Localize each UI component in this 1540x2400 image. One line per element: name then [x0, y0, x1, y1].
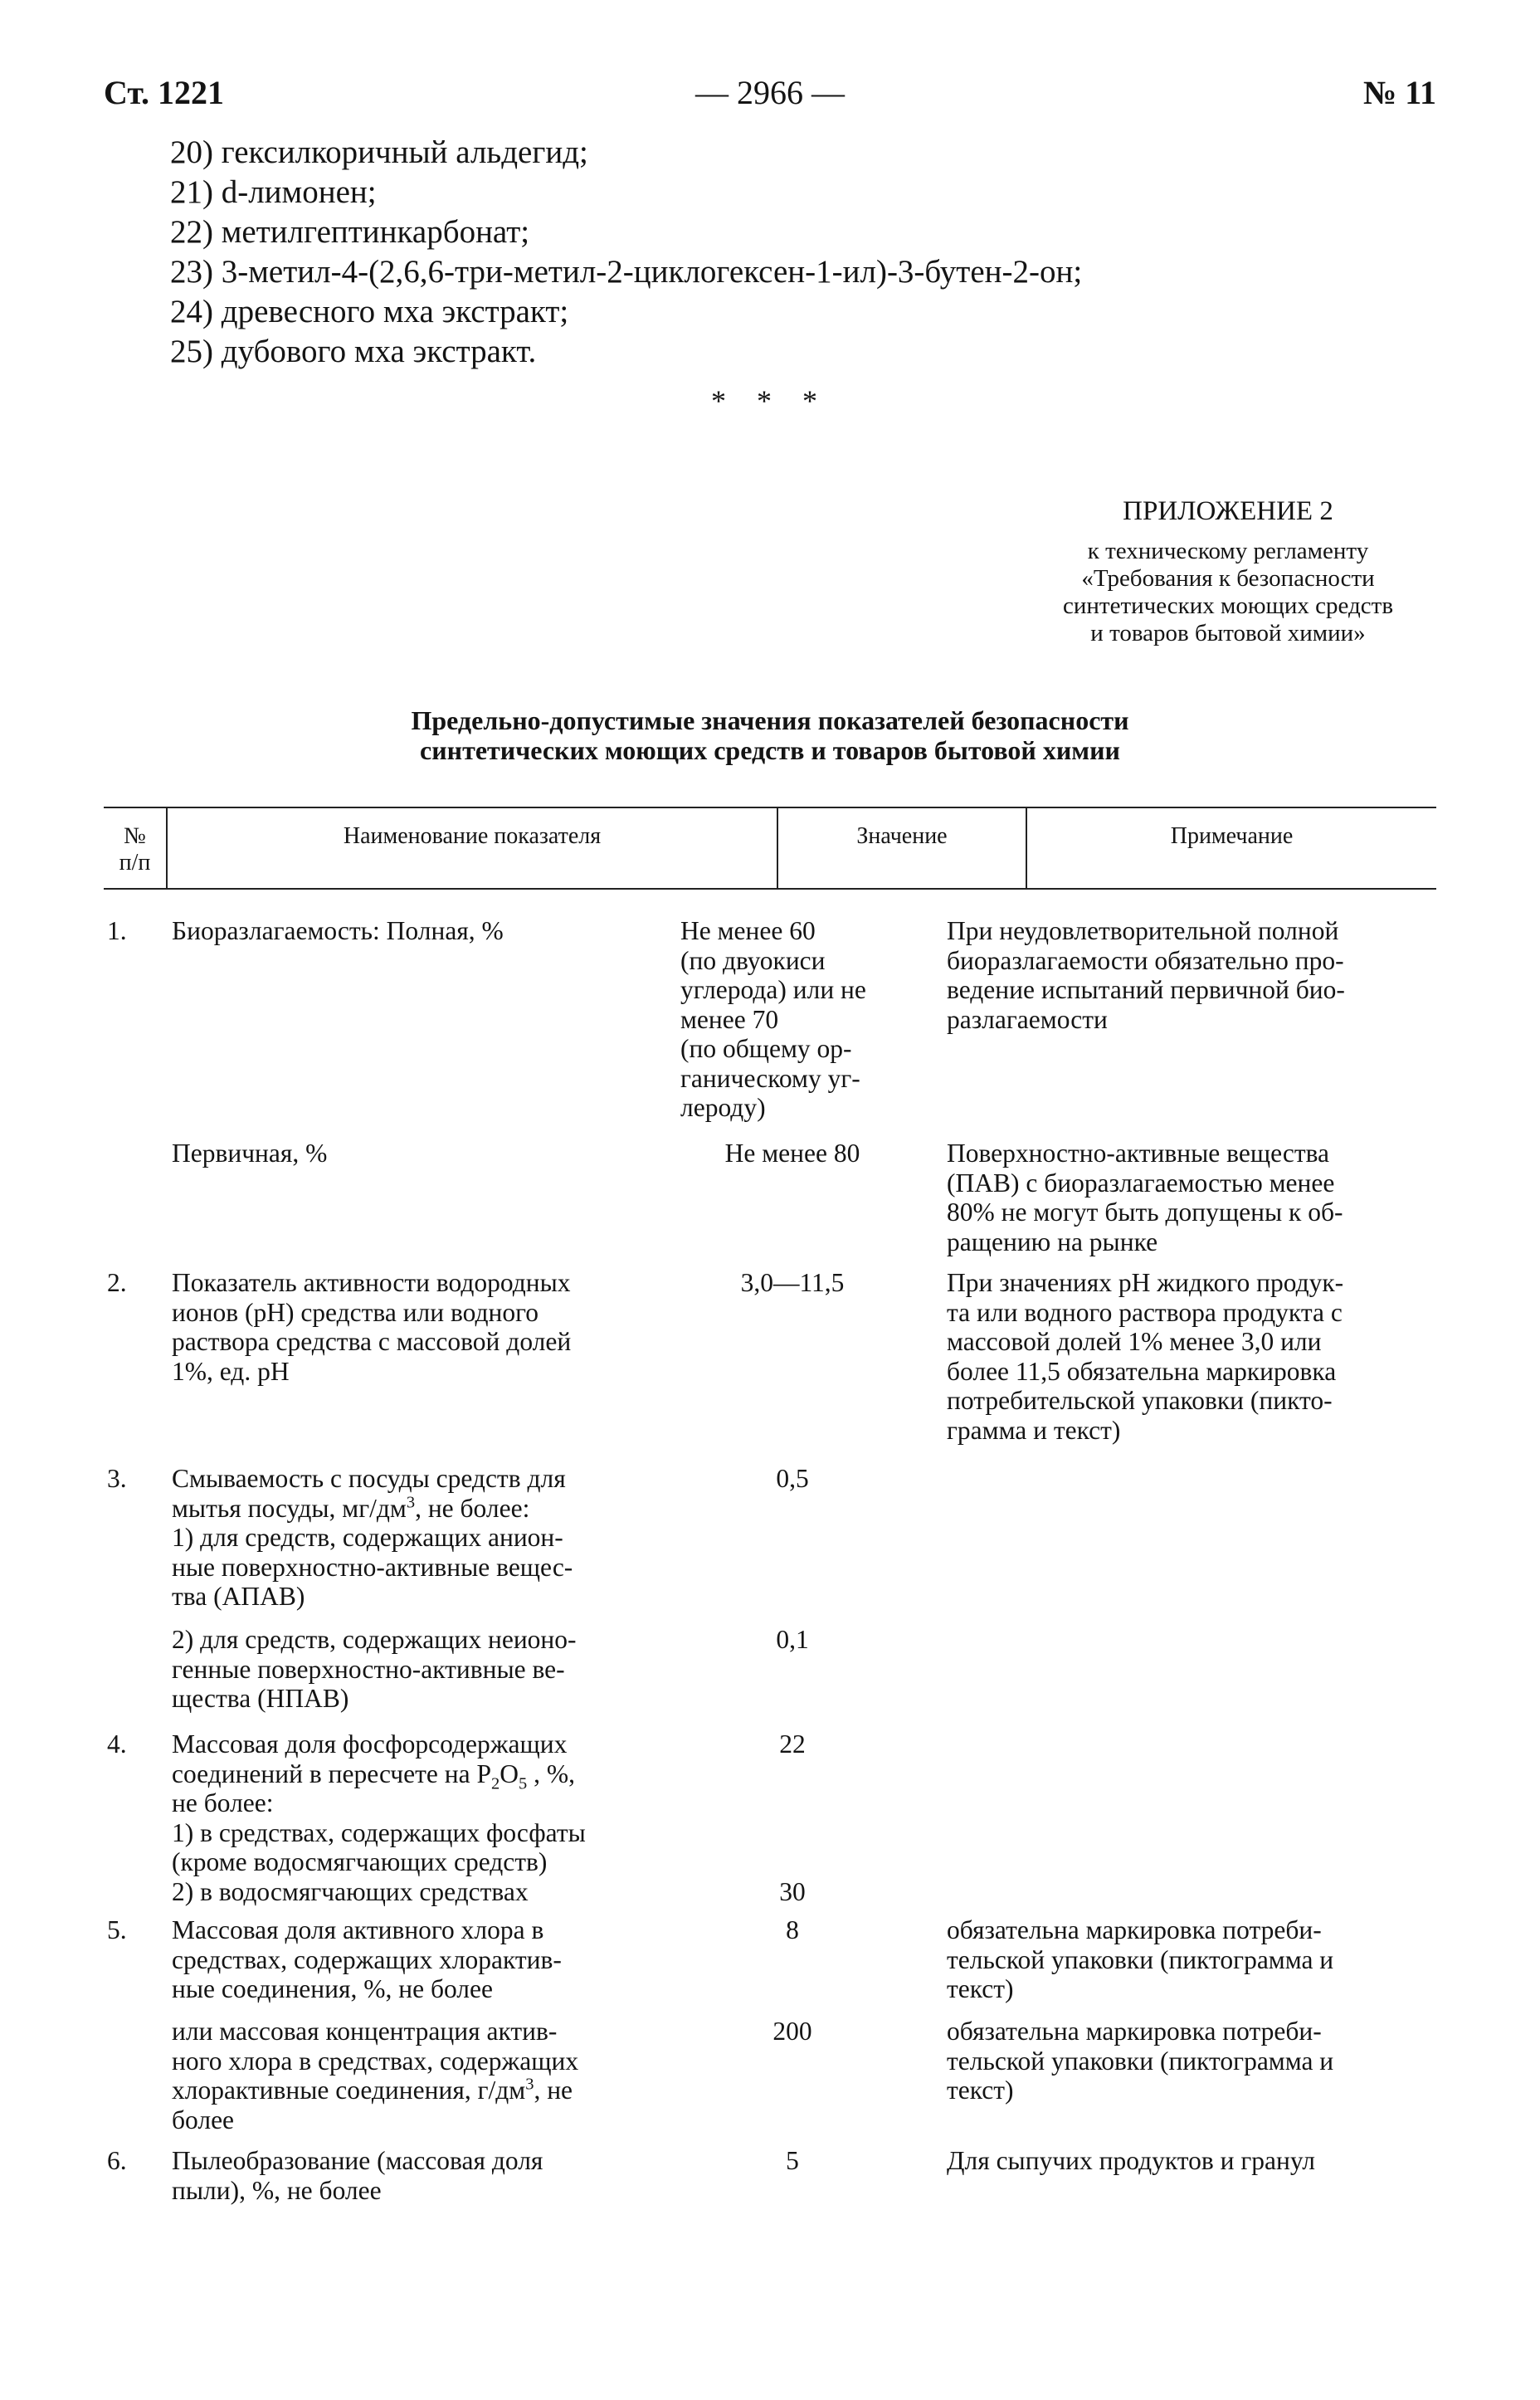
- list-item: 23) 3-метил-4-(2,6,6-три-метил-2-циклогексен-1-ил)-3-бутен-2-он;: [170, 254, 1083, 290]
- name-line: генные поверхностно-активные ве-: [172, 1654, 565, 1684]
- indicator-value: 5: [786, 2146, 799, 2175]
- note-line: При неудовлетворительной полной: [947, 916, 1339, 945]
- header-value: Значение: [856, 823, 948, 849]
- section-separator: * * *: [711, 384, 829, 417]
- note-line: потребительской упаковки (пикто-: [947, 1386, 1333, 1415]
- note-line: 80% не могут быть допущены к об-: [947, 1198, 1343, 1227]
- name-line: ные поверхностно-активные вещес-: [172, 1552, 573, 1582]
- appendix-line: к техническому регламенту: [1087, 538, 1369, 564]
- header-num-line: п/п: [119, 850, 151, 876]
- name-line: ные соединения, %, не более: [172, 1974, 493, 2003]
- note-line: ведение испытаний первичной био-: [947, 975, 1345, 1004]
- indicator-name: Биоразлагаемость: Полная, %: [172, 916, 504, 945]
- note-line: (ПАВ) с биоразлагаемостью менее: [947, 1168, 1335, 1198]
- appendix-line: «Требования к безопасности: [1081, 565, 1375, 592]
- page-number: — 2966 —: [695, 74, 845, 111]
- article-number: Ст. 1221: [104, 74, 224, 111]
- row-number: 5.: [107, 1915, 127, 1944]
- list-item: 24) древесного мха экстракт;: [170, 294, 569, 329]
- issue-number: № 11: [1363, 74, 1436, 111]
- name-line: средствах, содержащих хлорактив-: [172, 1944, 562, 1974]
- indicator-value: 22: [779, 1729, 806, 1759]
- note-line: та или водного раствора продукта с: [947, 1297, 1343, 1327]
- value-line: углерода) или не: [680, 975, 866, 1004]
- name-line: пыли), %, не более: [172, 2175, 382, 2205]
- indicator-value: 3,0—11,5: [740, 1268, 845, 1297]
- value-line: лероду): [680, 1093, 766, 1122]
- name-text: O: [500, 1759, 519, 1788]
- note-line: ращению на рынке: [947, 1227, 1158, 1256]
- note-line: тельской упаковки (пиктограмма и: [947, 1944, 1334, 1974]
- name-line: Массовая доля активного хлора в: [172, 1915, 544, 1944]
- indicator-name: [172, 1464, 653, 1612]
- note: [947, 2017, 1436, 2105]
- list-item: 21) d-лимонен;: [170, 174, 377, 210]
- indicator-name: [172, 1915, 653, 2004]
- appendix-block: [962, 495, 1494, 647]
- name-line: более: [172, 2105, 235, 2134]
- note: [947, 1915, 1436, 2004]
- indicator-value: Не менее 80: [724, 1139, 860, 1168]
- note: [947, 1268, 1436, 1445]
- note-line: биоразлагаемости обязательно про-: [947, 945, 1344, 975]
- note-line: грамма и текст): [947, 1415, 1121, 1445]
- indicator-name: [172, 1729, 653, 1877]
- name-text: хлорактивные соединения, г/дм: [172, 2076, 526, 2105]
- indicator-value: 8: [786, 1915, 799, 1944]
- indicator-name: [172, 1268, 653, 1386]
- header-note: Примечание: [1170, 823, 1294, 849]
- name-text: , %,: [527, 1759, 575, 1788]
- name-line: [172, 1494, 653, 1524]
- indicator-name: [172, 1625, 653, 1714]
- name-line: раствора средства с массовой долей: [172, 1327, 572, 1356]
- subscript: 2: [490, 1773, 500, 1793]
- name-text: , не более:: [415, 1493, 530, 1523]
- indicator-value: 200: [772, 2017, 812, 2046]
- note-line: разлагаемости: [947, 1004, 1108, 1034]
- table-title-line: Предельно-допустимые значения показателей безопасности: [411, 705, 1129, 735]
- indicator-name: Первичная, %: [172, 1139, 328, 1168]
- row-number: 2.: [107, 1268, 127, 1297]
- note-line: обязательна маркировка потреби-: [947, 2017, 1322, 2046]
- indicator-name: [172, 2017, 653, 2134]
- note-line: При значениях pH жидкого продук-: [947, 1268, 1344, 1297]
- name-line: или массовая концентрация актив-: [172, 2017, 558, 2046]
- list-item: 20) гексилкоричный альдегид;: [170, 134, 588, 170]
- name-line: Смываемость с посуды средств для: [172, 1464, 566, 1493]
- name-line: тва (АПАВ): [172, 1582, 305, 1611]
- superscript: 3: [525, 2075, 534, 2094]
- note-line: более 11,5 обязательна маркировка: [947, 1356, 1337, 1386]
- value-line: менее 70: [680, 1004, 779, 1034]
- name-line: 1%, ед. pH: [172, 1356, 290, 1386]
- row-number: 4.: [107, 1729, 127, 1759]
- name-line: Массовая доля фосфорсодержащих: [172, 1729, 568, 1759]
- value-line: Не менее 60: [680, 916, 816, 945]
- subscript: 5: [518, 1773, 528, 1793]
- appendix-title: ПРИЛОЖЕНИЕ 2: [1123, 496, 1333, 526]
- indicator-name: [172, 2146, 653, 2205]
- table-header: [104, 807, 1436, 890]
- name-line: щества (НПАВ): [172, 1684, 349, 1713]
- indicator-value: 0,1: [776, 1625, 809, 1654]
- name-text: , не: [534, 2076, 573, 2105]
- name-line: (кроме водосмягчающих средств): [172, 1847, 548, 1876]
- indicator-value: [680, 916, 913, 1123]
- name-line: ного хлора в средствах, содержащих: [172, 2046, 579, 2076]
- name-line: 1) в средствах, содержащих фосфаты: [172, 1817, 586, 1847]
- safety-limits-table: [104, 807, 1436, 2205]
- note-line: массовой долей 1% менее 3,0 или: [947, 1327, 1322, 1356]
- name-line: ионов (pH) средства или водного: [172, 1297, 539, 1327]
- appendix-line: синтетических моющих средств: [1062, 593, 1394, 619]
- note: Для сыпучих продуктов и гранул: [947, 2146, 1315, 2175]
- row-number: 3.: [107, 1464, 127, 1493]
- indicator-value: 30: [779, 1877, 806, 1906]
- name-line: не более:: [172, 1788, 274, 1817]
- note-line: Поверхностно-активные вещества: [947, 1139, 1330, 1168]
- note-line: обязательна маркировка потреби-: [947, 1915, 1322, 1944]
- row-number: 1.: [107, 916, 127, 945]
- table-title-line: синтетических моющих средств и товаров бытовой химии: [420, 735, 1120, 765]
- indicator-name: 2) в водосмягчающих средствах: [172, 1877, 529, 1906]
- appendix-line: и товаров бытовой химии»: [1090, 620, 1366, 646]
- value-line: (по двуокиси: [680, 945, 826, 975]
- list-item: 25) дубового мха экстракт.: [170, 334, 537, 369]
- name-line: Пылеобразование (массовая доля: [172, 2146, 543, 2175]
- value-line: ганическому уг-: [680, 1063, 860, 1093]
- note-line: текст): [947, 1974, 1014, 2003]
- note-line: текст): [947, 2076, 1014, 2105]
- name-line: Показатель активности водородных: [172, 1268, 571, 1297]
- name-line: [172, 2076, 653, 2105]
- name-line: 1) для средств, содержащих анион-: [172, 1523, 563, 1552]
- superscript: 3: [406, 1493, 416, 1511]
- table-title: [0, 705, 1540, 765]
- indicator-value: 0,5: [776, 1464, 809, 1493]
- row-number: 6.: [107, 2146, 127, 2175]
- name-text: мытья посуды, мг/дм: [172, 1493, 407, 1523]
- value-line: (по общему ор-: [680, 1034, 852, 1063]
- name-line: [172, 1759, 653, 1793]
- header-name: Наименование показателя: [343, 823, 602, 849]
- note-line: тельской упаковки (пиктограмма и: [947, 2046, 1334, 2076]
- note: [947, 1139, 1436, 1256]
- list-item: 22) метилгептинкарбонат;: [170, 214, 530, 250]
- name-text: соединений в пересчете на P: [172, 1759, 491, 1788]
- header-num-line: №: [124, 823, 146, 849]
- header-num: [104, 808, 166, 888]
- note: [947, 916, 1436, 1034]
- name-line: 2) для средств, содержащих неионо-: [172, 1625, 577, 1654]
- running-header: [104, 73, 1436, 123]
- ingredient-list: [170, 133, 1415, 372]
